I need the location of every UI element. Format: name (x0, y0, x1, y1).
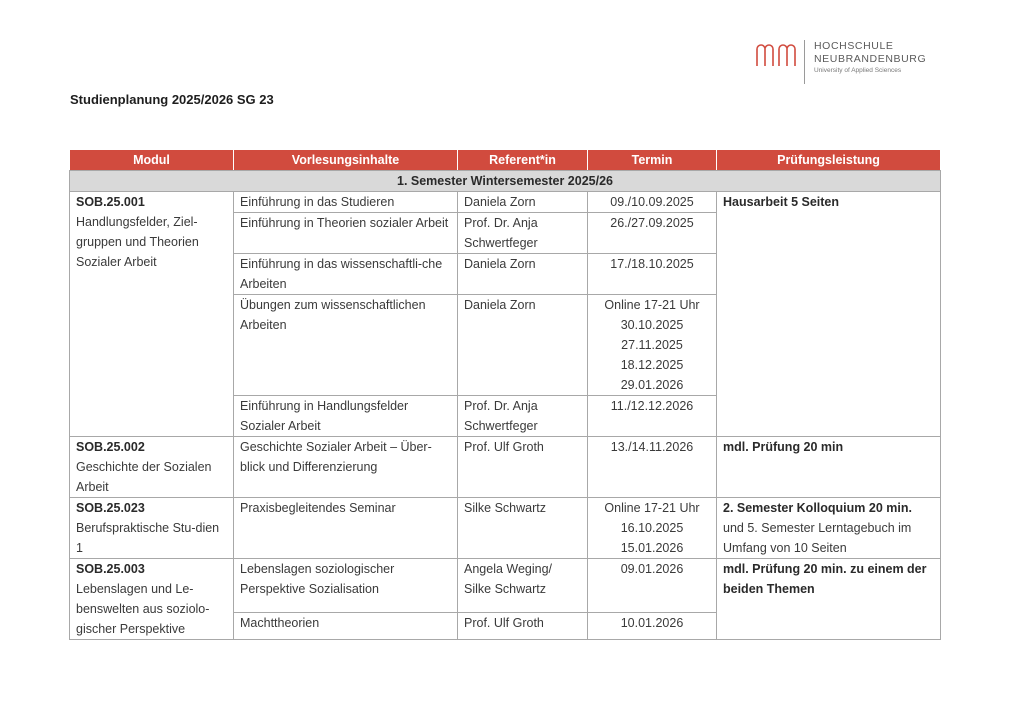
logo-divider (804, 40, 805, 84)
date-line: 17./18.10.2025 (610, 257, 694, 271)
lecture-content: Einführung in Handlungsfelder Sozialer Arbeit (234, 396, 458, 437)
logo-mark-icon (756, 44, 796, 68)
semester-row (70, 171, 941, 192)
table-row (70, 498, 941, 559)
lecture-speaker: Prof. Dr. Anja Schwertfeger (458, 396, 588, 437)
date-line: 30.10.2025 (620, 318, 684, 332)
semester-label: 1. Semester Wintersemester 2025/26 (70, 171, 941, 192)
lecture-content: Praxisbegleitendes Seminar (234, 498, 458, 559)
lecture-speaker: Angela Weging/ Silke Schwartz (458, 559, 588, 613)
exam-cell (717, 559, 941, 640)
lecture-date (588, 254, 717, 295)
module-code: SOB.25.003 (76, 562, 145, 576)
header-pruefungsleistung: Prüfungsleistung (717, 150, 941, 171)
lecture-date (588, 437, 717, 498)
exam-detail: und 5. Semester Lerntagebuch im Umfang von 10 Seiten (723, 521, 912, 555)
exam-cell (717, 498, 941, 559)
lecture-date (588, 612, 717, 639)
module-code: SOB.25.023 (76, 501, 145, 515)
header-row (70, 150, 941, 171)
date-line: 15.01.2026 (620, 541, 684, 555)
table-row (70, 437, 941, 498)
header-modul: Modul (70, 150, 234, 171)
date-line: 27.11.2025 (621, 338, 683, 352)
lecture-speaker: Prof. Dr. Anja Schwertfeger (458, 213, 588, 254)
module-cell (70, 437, 234, 498)
date-line: Online 17-21 Uhr (604, 298, 700, 312)
lecture-speaker: Prof. Ulf Groth (458, 437, 588, 498)
logo-line-2: NEUBRANDENBURG (814, 53, 927, 65)
university-logo (756, 40, 926, 84)
logo-line-1: HOCHSCHULE (814, 40, 894, 52)
exam-main: mdl. Prüfung 20 min (723, 440, 844, 454)
date-line: Online 17-21 Uhr (604, 501, 700, 515)
module-name: Berufspraktische Stu-dien 1 (76, 521, 220, 555)
header-vorlesungsinhalte: Vorlesungsinhalte (234, 150, 458, 171)
lecture-content: Übungen zum wissenschaftlichen Arbeiten (234, 295, 458, 396)
exam-main: Hausarbeit 5 Seiten (723, 195, 840, 209)
lecture-speaker: Prof. Ulf Groth (458, 612, 588, 639)
module-cell (70, 192, 234, 437)
module-name: Handlungsfelder, Ziel-gruppen und Theorien Sozialer Arbeit (76, 215, 199, 269)
lecture-speaker: Daniela Zorn (458, 295, 588, 396)
lecture-speaker: Silke Schwartz (458, 498, 588, 559)
date-line: 26./27.09.2025 (610, 216, 694, 230)
date-line: 16.10.2025 (620, 521, 684, 535)
module-name: Geschichte der Sozialen Arbeit (76, 460, 212, 494)
exam-cell (717, 192, 941, 437)
lecture-date (588, 396, 717, 437)
date-line: 11./12.12.2026 (610, 399, 694, 413)
header-referentin: Referent*in (458, 150, 588, 171)
page-title: Studienplanung 2025/2026 SG 23 (70, 92, 274, 107)
date-line: 09./10.09.2025 (610, 195, 694, 209)
lecture-date (588, 213, 717, 254)
exam-cell (717, 437, 941, 498)
date-line: 13./14.11.2026 (610, 440, 694, 454)
lecture-date (588, 559, 717, 613)
lecture-speaker: Daniela Zorn (458, 192, 588, 213)
date-line: 29.01.2026 (620, 378, 684, 392)
table-row (70, 192, 941, 213)
lecture-date (588, 192, 717, 213)
lecture-content: Lebenslagen soziologischer Perspektive Sozialisation (234, 559, 458, 613)
table-row (70, 559, 941, 613)
module-cell (70, 498, 234, 559)
lecture-content: Einführung in das wissenschaftli-che Arbeiten (234, 254, 458, 295)
module-code: SOB.25.001 (76, 195, 145, 209)
lecture-content: Einführung in Theorien sozialer Arbeit (234, 213, 458, 254)
module-code: SOB.25.002 (76, 440, 145, 454)
date-line: 18.12.2025 (620, 358, 684, 372)
study-plan-table (69, 149, 941, 640)
lecture-date (588, 498, 717, 559)
lecture-speaker: Daniela Zorn (458, 254, 588, 295)
date-line: 09.01.2026 (620, 562, 684, 576)
lecture-content: Einführung in das Studieren (234, 192, 458, 213)
exam-main: 2. Semester Kolloquium 20 min. (723, 501, 912, 515)
module-cell (70, 559, 234, 640)
exam-main: mdl. Prüfung 20 min. zu einem der beiden Themen (723, 562, 927, 596)
logo-text (814, 40, 926, 76)
header-termin: Termin (588, 150, 717, 171)
module-name: Lebenslagen und Le-benswelten aus soziolo-gischer Perspektive (76, 582, 210, 636)
lecture-content: Geschichte Sozialer Arbeit – Über-blick und Differenzierung (234, 437, 458, 498)
lecture-content: Machttheorien (234, 612, 458, 639)
date-line: 10.01.2026 (620, 615, 684, 630)
lecture-date (588, 295, 717, 396)
logo-subline: University of Applied Sciences (814, 67, 902, 74)
